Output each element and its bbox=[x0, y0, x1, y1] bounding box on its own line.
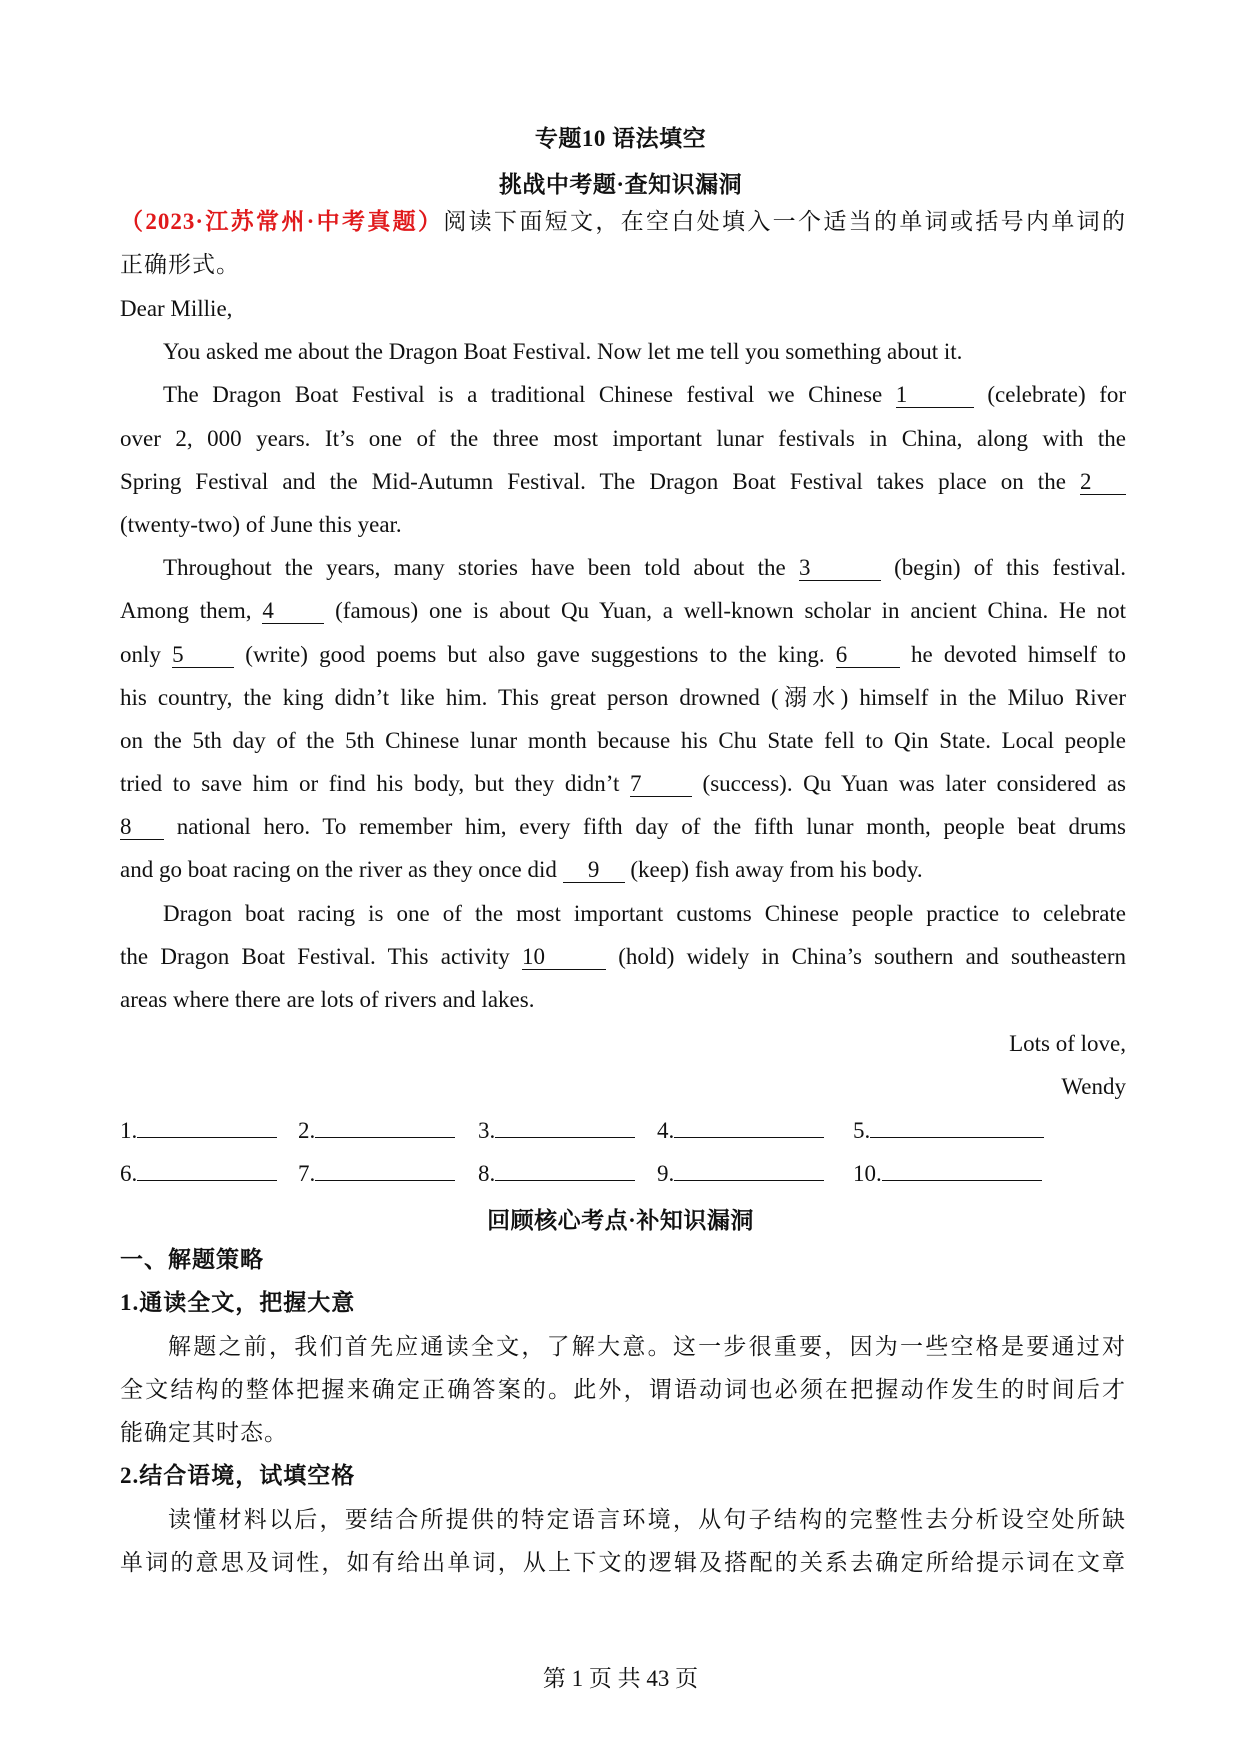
text-segment: (keep) fish away from his body. bbox=[630, 857, 923, 882]
p3-line-2 bbox=[120, 596, 1126, 626]
text-segment: 全文结构的整体把握来确定正确答案的。此外，谓语动词也必须在把握动作发生的时间后才 bbox=[120, 1377, 1126, 1402]
answer-10[interactable] bbox=[853, 1158, 1042, 1189]
p2-line-4: (twenty-two) of June this year. bbox=[120, 512, 402, 537]
text-segment: (hold) widely in China’s southern and southeastern bbox=[618, 944, 1127, 969]
text-segment: (celebrate) for bbox=[987, 382, 1127, 407]
blank-10[interactable]: 10 bbox=[522, 945, 606, 970]
p4-line-3: areas where there are lots of rivers and lakes. bbox=[120, 987, 535, 1012]
answer-label: 7. bbox=[298, 1161, 316, 1186]
blank-6[interactable]: 6 bbox=[836, 643, 900, 668]
p3-line-7 bbox=[120, 812, 1126, 842]
blank-1[interactable]: 1 bbox=[896, 383, 974, 408]
answer-6[interactable] bbox=[120, 1158, 277, 1189]
text-segment: his country, the king didn’t like him. This great person drowned (溺水) himself in the Miluo River bbox=[120, 685, 1126, 710]
p4-line-2 bbox=[120, 942, 1126, 972]
strategy-2-line-1 bbox=[168, 1505, 1126, 1535]
p2-line-1 bbox=[163, 380, 1126, 410]
blank-3[interactable]: 3 bbox=[799, 556, 881, 581]
text-segment: (famous) one is about Qu Yuan, a well-known scholar in ancient China. He not bbox=[335, 598, 1127, 623]
strategy-2-title: 2.结合语境，试填空格 bbox=[120, 1463, 356, 1488]
letter-signature: Wendy bbox=[1061, 1074, 1126, 1099]
strategy-heading: 一、解题策略 bbox=[120, 1247, 264, 1272]
text-segment: he devoted himself to bbox=[910, 642, 1126, 667]
answer-8[interactable] bbox=[478, 1158, 635, 1189]
section-title-challenge: 挑战中考题·查知识漏洞 bbox=[498, 172, 743, 197]
text-segment: on the 5th day of the 5th Chinese lunar month because his Chu State fell to Qin State. Local people bbox=[120, 728, 1126, 753]
answer-label: 4. bbox=[657, 1118, 675, 1143]
answer-blank[interactable] bbox=[137, 1158, 277, 1181]
letter-paragraph-1: You asked me about the Dragon Boat Festival. Now let me tell you something about it. bbox=[163, 339, 963, 364]
text-segment: (begin) of this festival. bbox=[894, 555, 1126, 580]
answer-blank[interactable] bbox=[137, 1115, 277, 1138]
answer-label: 1. bbox=[120, 1118, 138, 1143]
section-title-review: 回顾核心考点·补知识漏洞 bbox=[487, 1208, 754, 1233]
p2-line-3 bbox=[120, 467, 1126, 497]
answer-3[interactable] bbox=[478, 1115, 635, 1146]
answer-label: 8. bbox=[478, 1161, 496, 1186]
answer-2[interactable] bbox=[298, 1115, 455, 1146]
p3-line-8 bbox=[120, 855, 1126, 885]
text-segment: Throughout the years, many stories have been told about the bbox=[163, 555, 786, 580]
text-segment: over 2, 000 years. It’s one of the three most important lunar festivals in China, along with the bbox=[120, 426, 1126, 451]
answer-blank[interactable] bbox=[315, 1115, 455, 1138]
source-label: （2023·江苏常州·中考真题） bbox=[120, 209, 444, 234]
p3-line-6 bbox=[120, 769, 1126, 799]
intro-line-2: 正确形式。 bbox=[120, 252, 240, 277]
text-segment: only bbox=[120, 642, 161, 667]
instruction-text: 阅读下面短文，在空白处填入一个适当的单词或括号内单词的 bbox=[443, 209, 1127, 234]
intro-line-1 bbox=[120, 207, 1126, 237]
p3-line-1 bbox=[163, 553, 1126, 583]
letter-greeting: Dear Millie, bbox=[120, 296, 233, 321]
answer-label: 5. bbox=[853, 1118, 871, 1143]
text-segment: 单词的意思及词性，如有给出单词，从上下文的逻辑及搭配的关系去确定所给提示词在文章 bbox=[120, 1550, 1126, 1575]
text-segment: and go boat racing on the river as they once did bbox=[120, 857, 557, 882]
blank-4[interactable]: 4 bbox=[262, 599, 324, 624]
answer-blank[interactable] bbox=[495, 1158, 635, 1181]
strategy-1-line-3: 能确定其时态。 bbox=[120, 1420, 288, 1445]
answer-label: 2. bbox=[298, 1118, 316, 1143]
p3-line-3 bbox=[120, 640, 1126, 670]
text-segment: The Dragon Boat Festival is a traditional Chinese festival we Chinese bbox=[163, 382, 883, 407]
answer-1[interactable] bbox=[120, 1115, 277, 1146]
blank-5[interactable]: 5 bbox=[172, 643, 234, 668]
answer-label: 9. bbox=[657, 1161, 675, 1186]
answer-blank[interactable] bbox=[882, 1158, 1042, 1181]
answer-blank[interactable] bbox=[870, 1115, 1044, 1138]
text-segment: tried to save him or find his body, but they didn’t bbox=[120, 771, 620, 796]
text-segment: Among them, bbox=[120, 598, 252, 623]
strategy-1-line-1 bbox=[168, 1332, 1126, 1362]
blank-7[interactable]: 7 bbox=[630, 772, 692, 797]
text-segment: (write) good poems but also gave suggestions to the king. bbox=[245, 642, 825, 667]
blank-2[interactable]: 2 bbox=[1080, 470, 1126, 495]
answer-7[interactable] bbox=[298, 1158, 455, 1189]
answer-label: 3. bbox=[478, 1118, 496, 1143]
strategy-2-line-2 bbox=[120, 1548, 1126, 1578]
text-segment: Spring Festival and the Mid-Autumn Festival. The Dragon Boat Festival takes place on the bbox=[120, 469, 1066, 494]
answer-5[interactable] bbox=[853, 1115, 1044, 1146]
p2-line-2 bbox=[120, 424, 1126, 454]
document-title: 专题10 语法填空 bbox=[534, 126, 707, 151]
text-segment: Dragon boat racing is one of the most important customs Chinese people practice to celebrate bbox=[163, 901, 1126, 926]
answer-9[interactable] bbox=[657, 1158, 824, 1189]
blank-8[interactable]: 8 bbox=[120, 815, 164, 840]
answer-blank[interactable] bbox=[315, 1158, 455, 1181]
text-segment: national hero. To remember him, every fifth day of the fifth lunar month, people beat drums bbox=[176, 814, 1126, 839]
strategy-1-line-2 bbox=[120, 1375, 1126, 1405]
strategy-1-title: 1.通读全文，把握大意 bbox=[120, 1290, 356, 1315]
blank-9[interactable]: 9 bbox=[563, 858, 625, 883]
p4-line-1 bbox=[163, 899, 1126, 929]
text-segment: 解题之前，我们首先应通读全文，了解大意。这一步很重要，因为一些空格是要通过对 bbox=[168, 1334, 1126, 1359]
p3-line-4 bbox=[120, 683, 1126, 713]
text-segment: the Dragon Boat Festival. This activity bbox=[120, 944, 510, 969]
text-segment: 读懂材料以后，要结合所提供的特定语言环境，从句子结构的完整性去分析设空处所缺 bbox=[168, 1507, 1126, 1532]
answer-label: 6. bbox=[120, 1161, 138, 1186]
answer-blank[interactable] bbox=[674, 1115, 824, 1138]
text-segment: (success). Qu Yuan was later considered as bbox=[702, 771, 1127, 796]
answer-blank[interactable] bbox=[495, 1115, 635, 1138]
p3-line-5 bbox=[120, 726, 1126, 756]
page-footer: 第 1 页 共 43 页 bbox=[542, 1666, 699, 1691]
letter-closing: Lots of love, bbox=[1009, 1031, 1126, 1056]
answer-blank[interactable] bbox=[674, 1158, 824, 1181]
answer-label: 10. bbox=[853, 1161, 882, 1186]
answer-4[interactable] bbox=[657, 1115, 824, 1146]
